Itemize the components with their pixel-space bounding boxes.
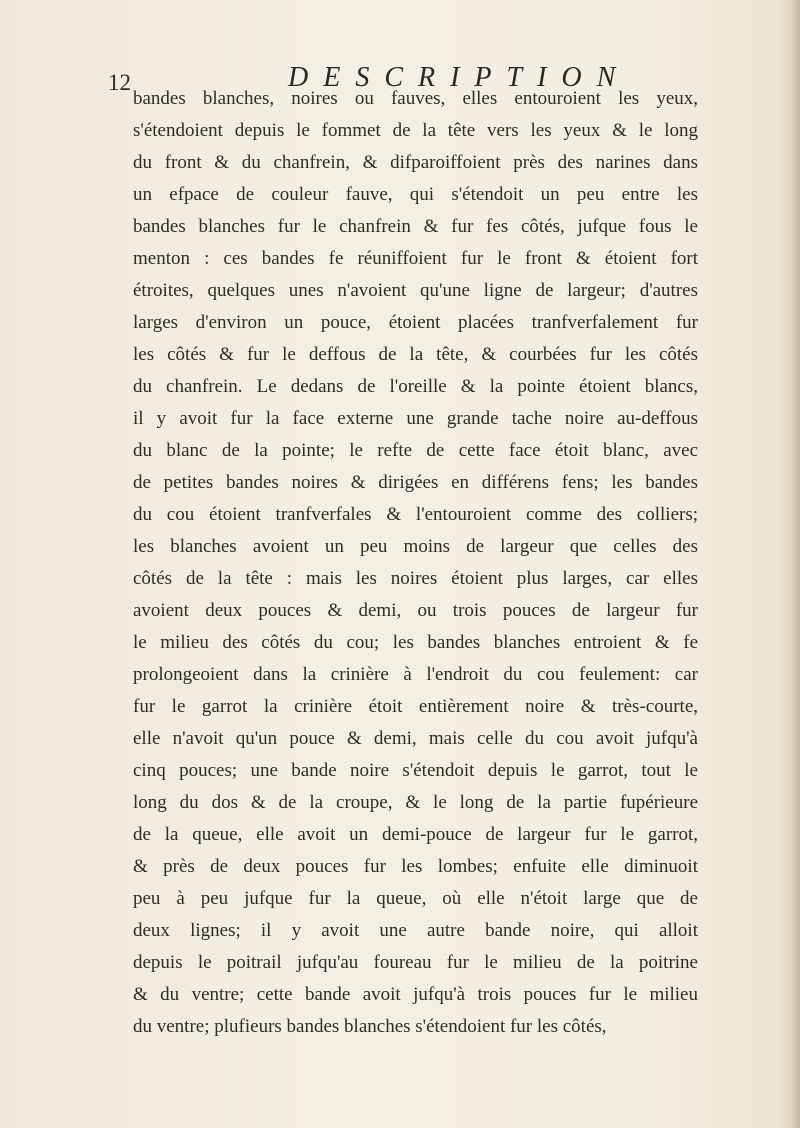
text-line: fur le garrot la crinière étoit entièrement noire & très-courte, bbox=[133, 696, 698, 717]
text-line: prolongeoient dans la crinière à l'endroit du cou feulement: car bbox=[133, 664, 698, 685]
text-line: deux lignes; il y avoit une autre bande noire, qui alloit bbox=[133, 920, 698, 941]
body-text bbox=[133, 83, 698, 1043]
page-number: 12 bbox=[108, 70, 131, 95]
page-edge-shadow bbox=[778, 0, 800, 1128]
text-line: étroites, quelques unes n'avoient qu'une ligne de largeur; d'autres bbox=[133, 280, 698, 301]
text-line: elle n'avoit qu'un pouce & demi, mais celle du cou avoit jufqu'à bbox=[133, 728, 698, 749]
text-line: du ventre; plufieurs bandes blanches s'étendoient fur les côtés, bbox=[133, 1016, 607, 1037]
text-line: de petites bandes noires & dirigées en différens fens; les bandes bbox=[133, 472, 698, 493]
text-line: cinq pouces; une bande noire s'étendoit depuis le garrot, tout le bbox=[133, 760, 698, 781]
text-line: avoient deux pouces & demi, ou trois pouces de largeur fur bbox=[133, 600, 698, 621]
text-line: & près de deux pouces fur les lombes; enfuite elle diminuoit bbox=[133, 856, 698, 877]
running-head: DESCRIPTION bbox=[288, 62, 631, 93]
text-line: le milieu des côtés du cou; les bandes blanches entroient & fe bbox=[133, 632, 698, 653]
text-line: larges d'environ un pouce, étoient placées tranfverfalement fur bbox=[133, 312, 698, 333]
text-line: du cou étoient tranfverfales & l'entouroient comme des colliers; bbox=[133, 504, 698, 525]
text-line: du blanc de la pointe; le refte de cette face étoit blanc, avec bbox=[133, 440, 698, 461]
text-line: menton : ces bandes fe réuniffoient fur le front & étoient fort bbox=[133, 248, 698, 269]
text-line: les côtés & fur le deffous de la tête, & courbées fur les côtés bbox=[133, 344, 698, 365]
text-line: il y avoit fur la face externe une grande tache noire au-deffous bbox=[133, 408, 698, 429]
text-line: s'étendoient depuis le fommet de la tête vers les yeux & le long bbox=[133, 120, 698, 141]
text-line: côtés de la tête : mais les noires étoient plus larges, car elles bbox=[133, 568, 698, 589]
text-line: un efpace de couleur fauve, qui s'étendoit un peu entre les bbox=[133, 184, 698, 205]
text-line: long du dos & de la croupe, & le long de la partie fupérieure bbox=[133, 792, 698, 813]
text-line: & du ventre; cette bande avoit jufqu'à trois pouces fur le milieu bbox=[133, 984, 698, 1005]
text-line: bandes blanches fur le chanfrein & fur fes côtés, jufque fous le bbox=[133, 216, 698, 237]
text-line: du chanfrein. Le dedans de l'oreille & la pointe étoient blancs, bbox=[133, 376, 698, 397]
text-line: les blanches avoient un peu moins de largeur que celles des bbox=[133, 536, 698, 557]
text-line: peu à peu jufque fur la queue, où elle n'étoit large que de bbox=[133, 888, 698, 909]
text-line: du front & du chanfrein, & difparoiffoient près des narines dans bbox=[133, 152, 698, 173]
text-line: de la queue, elle avoit un demi-pouce de largeur fur le garrot, bbox=[133, 824, 698, 845]
text-line: depuis le poitrail jufqu'au foureau fur le milieu de la poitrine bbox=[133, 952, 698, 973]
text-line: bandes blanches, noires ou fauves, elles entouroient les yeux, bbox=[133, 88, 698, 109]
